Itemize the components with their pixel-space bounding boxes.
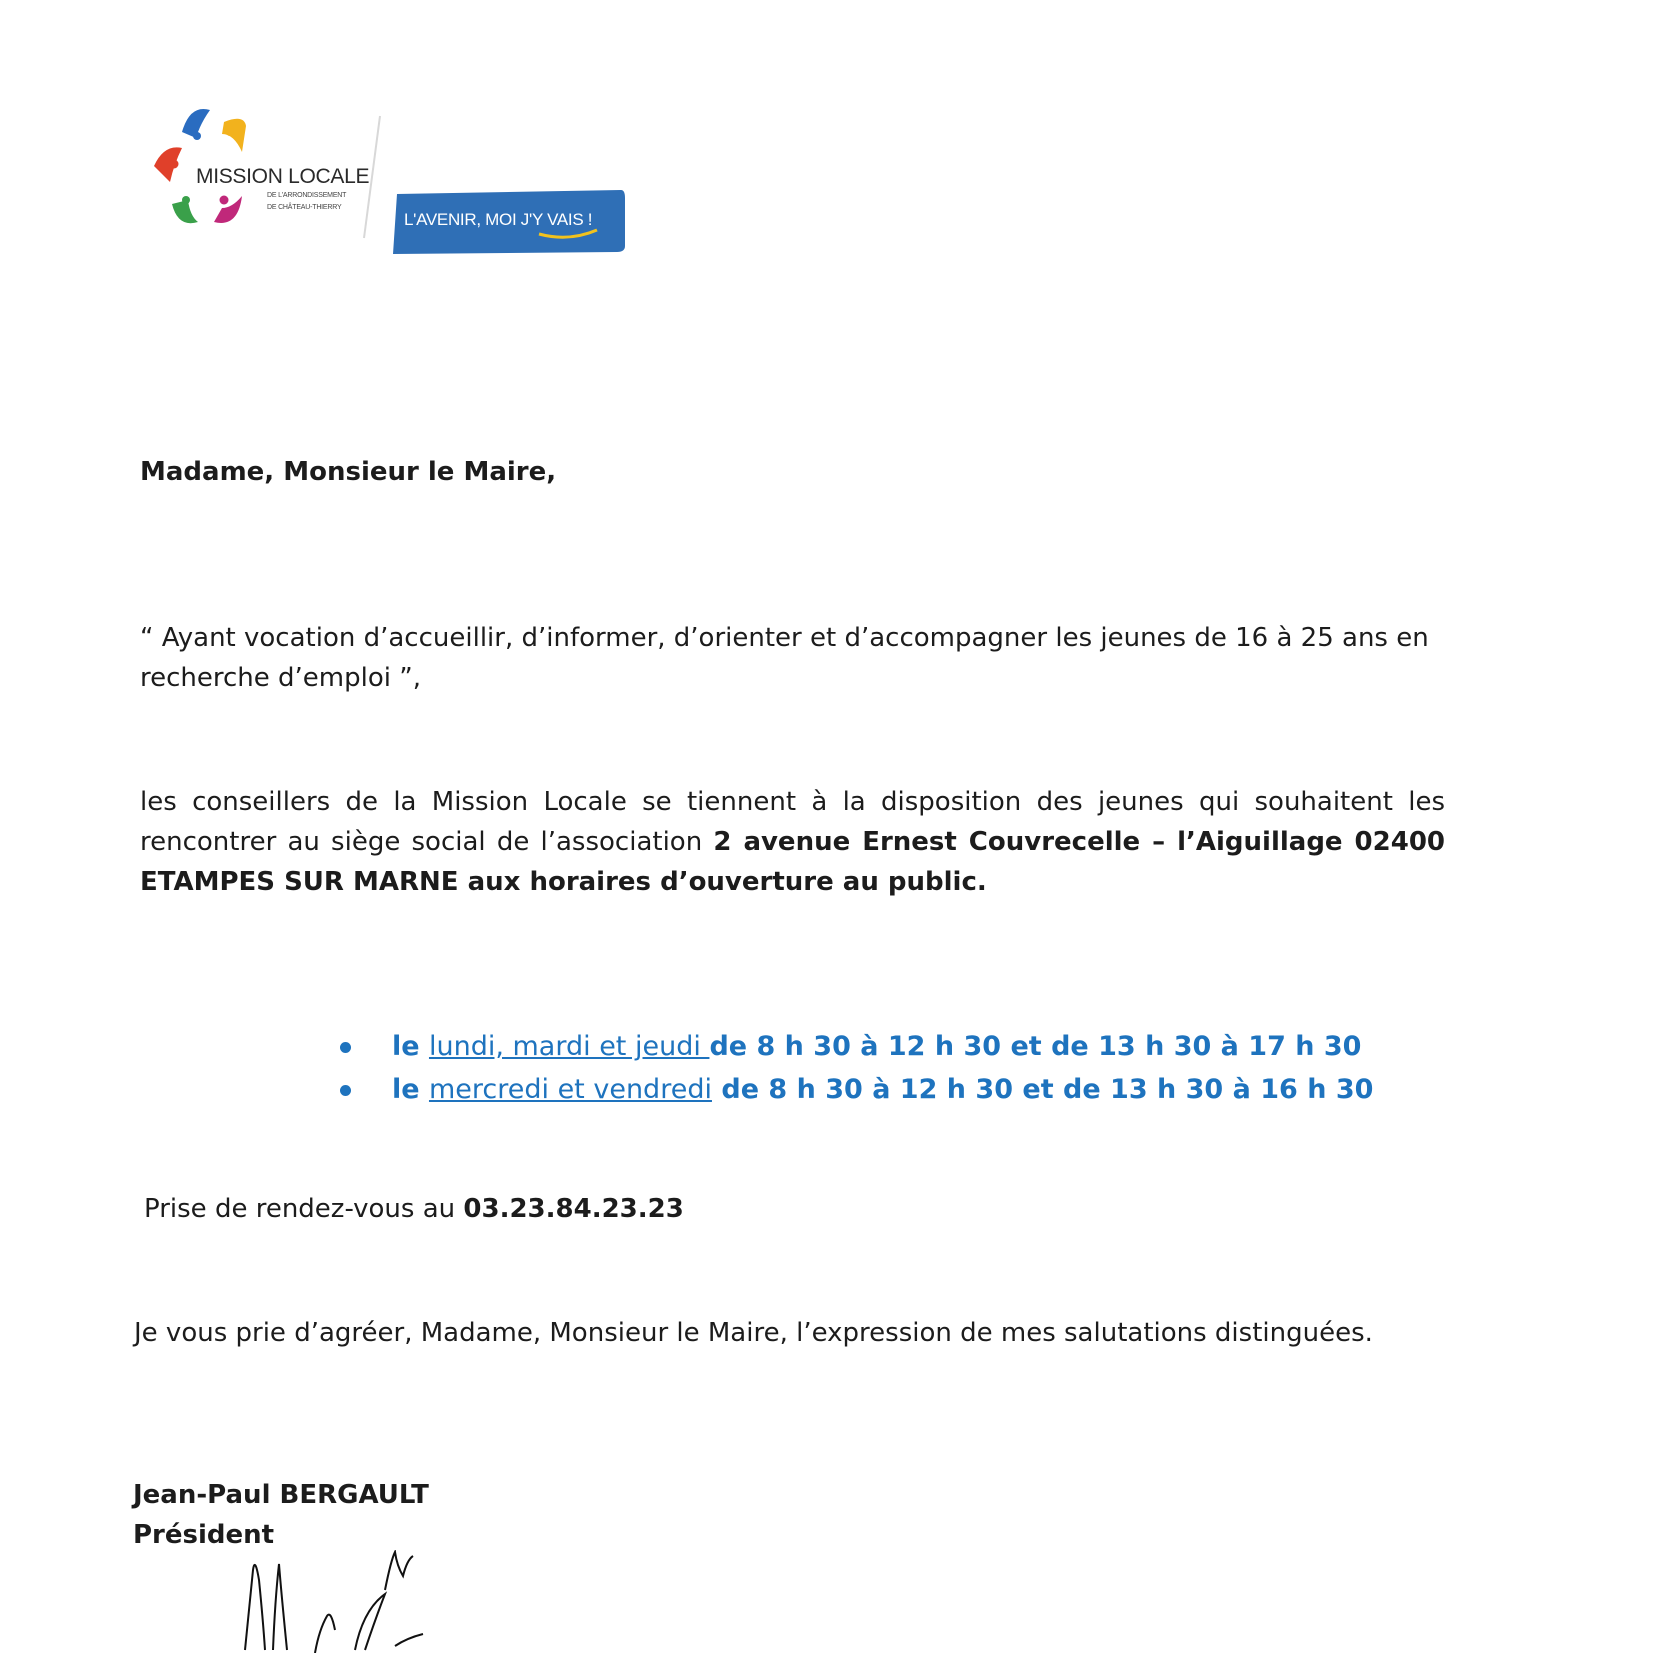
schedule-days: mercredi et vendredi: [428, 1074, 712, 1105]
paragraph-line-1: les conseillers de la Mission Locale se tiennent à la disposition des jeunes qui souhaitent les: [140, 787, 1445, 817]
advisors-paragraph: [140, 782, 1445, 902]
association-address: 2 avenue Ernest Couvrecelle – l’Aiguillage 02400: [713, 827, 1445, 857]
logo-brand-text: MISSION LOCALE: [196, 165, 370, 188]
schedule-hours: de 8 h 30 à 12 h 30 et de 13 h 30 à 16 h 30: [711, 1074, 1374, 1105]
schedule-hours: de 8 h 30 à 12 h 30 et de 13 h 30 à 17 h 30: [709, 1031, 1362, 1062]
appointment-text: Prise de rendez-vous au: [144, 1194, 464, 1224]
paragraph-line-2: [140, 822, 1445, 862]
paragraph-line-3: ETAMPES SUR MARNE aux horaires d’ouverture au public.: [140, 867, 987, 897]
appointment-phone: 03.23.84.23.23: [463, 1194, 684, 1224]
logo-slogan-banner: [389, 190, 769, 254]
logo-slogan-text: L'AVENIR, MOI J'Y VAIS !: [404, 210, 593, 229]
quote-line-2: recherche d’emploi ”,: [140, 663, 421, 693]
schedule-prefix: le: [392, 1031, 429, 1062]
quote-line-1: “ Ayant vocation d’accueillir, d’informer, d’orienter et d’accompagner les jeunes de 16 à 25 ans en: [140, 623, 1429, 653]
letter-salutation: Madame, Monsieur le Maire,: [140, 457, 557, 487]
bullet-icon: [340, 1085, 351, 1096]
signatory-title: Président: [133, 1520, 275, 1550]
signatory-name: Jean-Paul BERGAULT: [133, 1480, 429, 1510]
bullet-icon: [340, 1042, 351, 1053]
letter-closing: Je vous prie d’agréer, Madame, Monsieur le Maire, l’expression de mes salutations distinguées.: [134, 1318, 1373, 1348]
mission-locale-logo: [152, 104, 622, 254]
logo-subtitle-line2: DE CHÂTEAU-THIERRY: [267, 204, 342, 211]
schedule-days: lundi, mardi et jeudi: [428, 1031, 710, 1062]
logo-subtitle-line1: DE L'ARRONDISSEMENT: [267, 192, 347, 199]
appointment-line: [144, 1189, 684, 1229]
mission-statement-quote: [140, 618, 1429, 698]
handwritten-signature: [235, 1550, 455, 1653]
schedule-prefix: le: [392, 1074, 429, 1105]
paragraph-line-2-text: rencontrer au siège social de l’association: [140, 827, 703, 857]
